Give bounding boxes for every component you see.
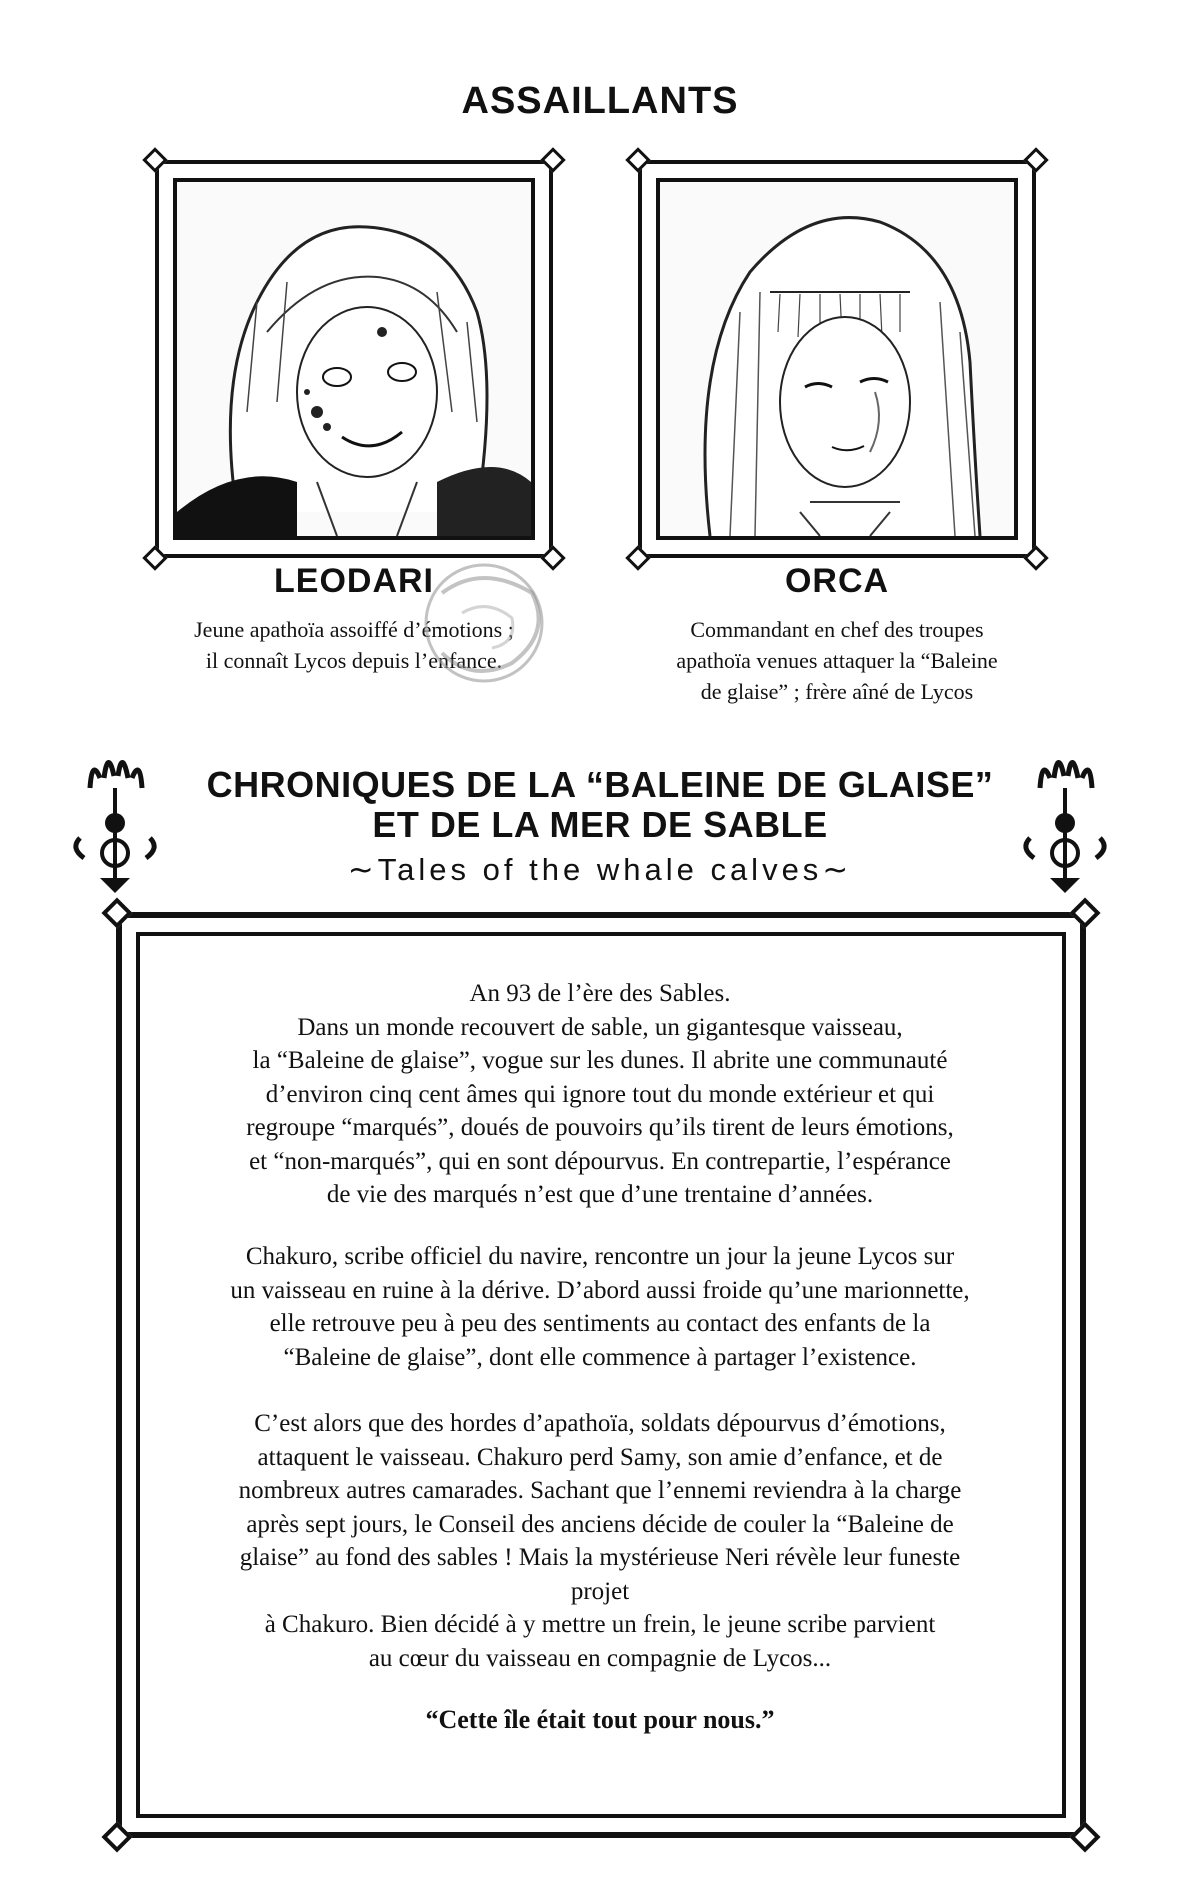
synopsis-line: d’environ cinq cent âmes qui ignore tout du monde extérieur et qui	[265, 1080, 935, 1108]
synopsis-line: glaise” au fond des sables ! Mais la mystérieuse Neri révèle leur funeste	[239, 1544, 961, 1571]
synopsis-line: “Baleine de glaise”, dont elle commence à partager l’existence.	[283, 1343, 917, 1371]
synopsis-line: attaquent le vaisseau. Chakuro perd Samy, son amie d’enfance, et de	[257, 1443, 943, 1471]
synopsis-line: après sept jours, le Conseil des anciens décide de couler la “Baleine de	[246, 1510, 954, 1538]
character-name-leodari: LEODARI	[274, 562, 434, 600]
portrait-frame-leodari	[155, 160, 553, 558]
desc-line: de glaise” ; frère aîné de Lycos	[700, 679, 974, 704]
synopsis-line: C’est alors que des hordes d’apathoïa, soldats dépourvus d’émotions,	[254, 1410, 946, 1437]
desc-line: Commandant en chef des troupes	[690, 617, 984, 642]
title-line: ET DE LA MER DE SABLE	[372, 804, 828, 845]
synopsis-line: Dans un monde recouvert de sable, un gigantesque vaisseau,	[297, 1013, 903, 1041]
synopsis-line: elle retrouve peu à peu des sentiments au contact des enfants de la	[269, 1310, 931, 1337]
synopsis-line: projet	[570, 1577, 630, 1605]
synopsis-paragraph-2	[160, 1240, 1040, 1374]
leodari-illustration	[177, 182, 531, 536]
seal-stamp-icon	[392, 553, 570, 691]
series-title	[140, 765, 1060, 845]
portrait-frame-orca	[638, 160, 1036, 558]
synopsis-line: nombreux autres camarades. Sachant que l’ennemi reviendra à la charge	[238, 1477, 962, 1504]
synopsis-line: regroupe “marqués”, doués de pouvoirs qu’ils tirent de leurs émotions,	[246, 1114, 954, 1141]
synopsis-paragraph-1	[160, 977, 1040, 1212]
synopsis-line: à Chakuro. Bien décidé à y mettre un frein, le jeune scribe parvient	[264, 1611, 936, 1638]
synopsis-line: au cœur du vaisseau en compagnie de Lycos...	[368, 1644, 832, 1672]
orca-illustration	[660, 182, 1014, 536]
title-line: CHRONIQUES DE LA “BALEINE DE GLAISE”	[206, 764, 994, 805]
character-desc-orca	[618, 614, 1056, 707]
desc-line: Jeune apathoïa assoiffé d’émotions ;	[194, 617, 514, 642]
synopsis-line: et “non-marqués”, qui en sont dépourvus. En contrepartie, l’espérance	[249, 1147, 951, 1175]
synopsis-line: de vie des marqués n’est que d’une trentaine d’années.	[326, 1181, 874, 1208]
series-subtitle: ∼Tales of the whale calves∼	[347, 852, 853, 887]
synopsis-line: la “Baleine de glaise”, vogue sur les dunes. Il abrite une communauté	[252, 1047, 948, 1074]
closing-quote: “Cette île était tout pour nous.”	[425, 1705, 775, 1734]
desc-line: apathoïa venues attaquer la “Baleine	[676, 648, 998, 673]
synopsis-line: An 93 de l’ère des Sables.	[469, 980, 731, 1007]
page-heading: ASSAILLANTS	[461, 80, 739, 122]
desc-line: il connaît Lycos depuis l’enfance.	[205, 648, 503, 673]
synopsis-line: Chakuro, scribe officiel du navire, rencontre un jour la jeune Lycos sur	[245, 1243, 955, 1270]
synopsis-paragraph-3	[160, 1407, 1040, 1675]
character-name-orca: ORCA	[784, 562, 890, 600]
synopsis-line: un vaisseau en ruine à la dérive. D’abord aussi froide qu’une marionnette,	[230, 1276, 970, 1304]
